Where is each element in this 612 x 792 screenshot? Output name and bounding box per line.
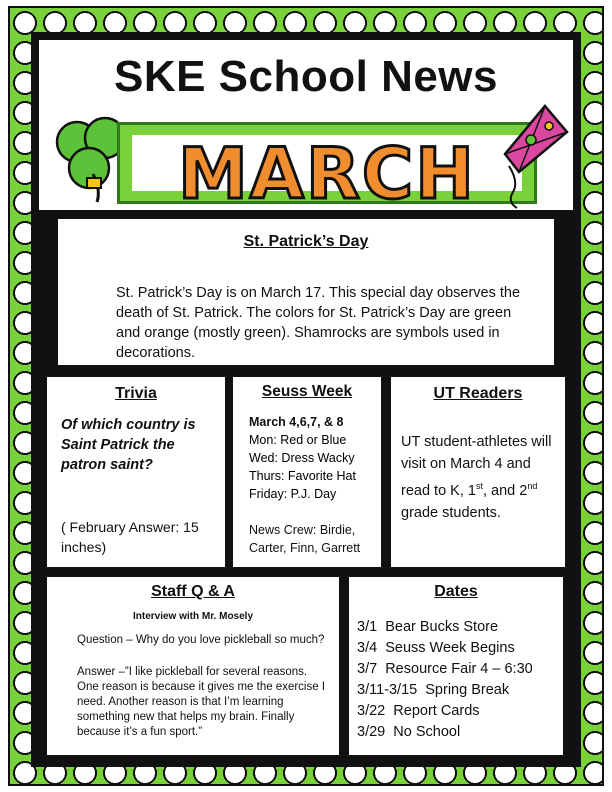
seuss-week-item: Mon: Red or Blue xyxy=(249,433,347,447)
seuss-week-list xyxy=(249,431,377,503)
st-patricks-panel xyxy=(56,217,556,367)
page-title: SKE School News xyxy=(113,52,499,101)
date-item: 3/7 Resource Fair 4 – 6:30 xyxy=(357,661,533,677)
ut-readers-panel xyxy=(389,377,565,567)
month-banner-text: MARCH xyxy=(178,133,476,210)
ut-readers-body: UT student-athletes will visit on March 4 and read to K, 1st, and 2nd grade students. xyxy=(401,434,552,521)
st-patricks-body: St. Patrick’s Day is on March 17. This special day observes the death of St. Patrick. The colors for St. Patrick’s Day are green and orange (mostly green). Shamrocks are symbols used in decorations. xyxy=(116,285,521,361)
trivia-heading: Trivia xyxy=(115,385,157,402)
staff-qa-subheading: Interview with Mr. Mosely xyxy=(132,611,254,622)
date-item: 3/22 Report Cards xyxy=(357,703,480,719)
seuss-week-item: Wed: Dress Wacky xyxy=(249,451,355,465)
ut-readers-heading: UT Readers xyxy=(433,385,523,402)
staff-qa-heading: Staff Q & A xyxy=(151,583,235,600)
kite-icon xyxy=(479,102,571,210)
date-item: 3/11-3/15 Spring Break xyxy=(357,682,510,698)
trivia-panel xyxy=(47,377,225,567)
staff-qa-answer: Answer –”I like pickleball for several reasons. One reason is because it gives me the exercise I need. Another reason is that I’m learning something new that helps my brain. Finally because it’s a fun sport.” xyxy=(77,666,326,738)
date-item: 3/1 Bear Bucks Store xyxy=(357,619,499,635)
dates-heading: Dates xyxy=(434,583,478,600)
trivia-answer: ( February Answer: 15 inches) xyxy=(61,519,199,555)
seuss-week-item: Friday: P.J. Day xyxy=(249,487,337,501)
march-banner xyxy=(117,122,537,210)
date-item: 3/29 No School xyxy=(357,724,461,740)
newsletter-page xyxy=(31,32,581,767)
trivia-question: Of which country is Saint Patrick the patron saint? xyxy=(61,417,196,473)
news-crew: News Crew: Birdie, Carter, Finn, Garrett xyxy=(249,523,361,555)
seuss-week-item: Thurs: Favorite Hat xyxy=(249,469,356,483)
seuss-week-dates: March 4,6,7, & 8 xyxy=(249,415,344,429)
st-patricks-heading: St. Patrick’s Day xyxy=(243,233,369,250)
date-item: 3/4 Seuss Week Begins xyxy=(357,640,515,656)
staff-qa-question: Question – Why do you love pickleball so much? xyxy=(77,634,325,646)
staff-qa-panel xyxy=(47,577,339,755)
dates-panel xyxy=(349,577,563,755)
header-panel xyxy=(39,40,573,210)
seuss-week-panel xyxy=(233,377,381,567)
dates-list xyxy=(357,617,561,743)
seuss-week-heading: Seuss Week xyxy=(261,383,353,400)
